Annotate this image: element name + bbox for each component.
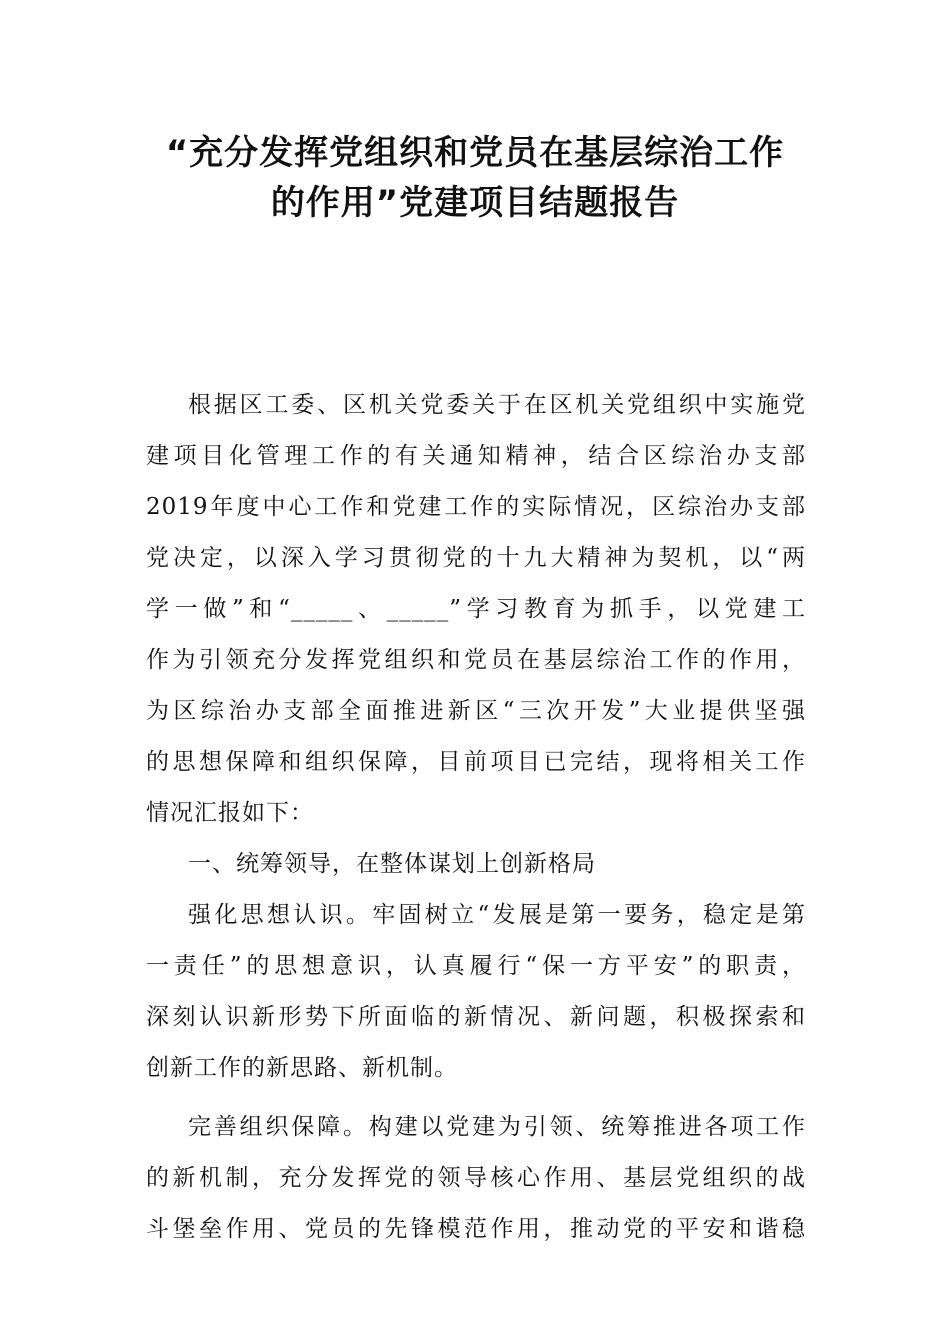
text-line: 一责任”的思想意识，认真履行“保一方平安”的职责， — [146, 953, 806, 979]
text-line: 为区综治办支部全面推进新区“三次开发”大业提供坚强 — [146, 698, 806, 724]
text-line: 作为引领充分发挥党组织和党员在基层综治工作的作用， — [146, 647, 806, 673]
paragraph-intro — [146, 380, 806, 839]
title-line-1: “充分发挥党组织和党员在基层综治工作 — [165, 133, 785, 173]
text-line: 创新工作的新思路、新机制。 — [146, 1055, 458, 1081]
paragraph-thinking — [146, 890, 806, 1094]
text-line: 的思想保障和组织保障，目前项目已完结，现将相关工作 — [146, 749, 806, 775]
section-heading-1 — [146, 839, 806, 890]
text-line: 斗堡垒作用、党员的先锋模范作用，推动党的平安和谐稳 — [146, 1216, 806, 1242]
paragraph-organization — [146, 1102, 806, 1255]
text-line: 深刻认识新形势下所面临的新情况、新问题，积极探索和 — [146, 1004, 806, 1030]
text-line: 情况汇报如下： — [146, 800, 314, 826]
section-heading: 一、统筹领导，在整体谋划上创新格局 — [188, 851, 596, 877]
text-line: 学一做”和“_____、_____”学习教育为抓手，以党建工 — [146, 596, 806, 622]
document-body — [146, 380, 806, 1255]
text-line: 完善组织保障。构建以党建为引领、统筹推进各项工作 — [188, 1114, 806, 1140]
text-line: 强化思想认识。牢固树立“发展是第一要务，稳定是第 — [188, 902, 806, 928]
text-line: 党决定，以深入学习贯彻党的十九大精神为契机，以“两 — [146, 545, 806, 571]
document-title — [130, 128, 820, 228]
paragraph-gap — [146, 1094, 806, 1102]
text-line: 根据区工委、区机关党委关于在区机关党组织中实施党 — [188, 392, 806, 418]
text-line: 建项目化管理工作的有关通知精神，结合区综治办支部 — [146, 443, 806, 469]
text-line: 2019年度中心工作和党建工作的实际情况，区综治办支部 — [146, 494, 806, 520]
text-line: 的新机制，充分发挥党的领导核心作用、基层党组织的战 — [146, 1165, 806, 1191]
title-line-2: 的作用”党建项目结题报告 — [270, 183, 680, 223]
